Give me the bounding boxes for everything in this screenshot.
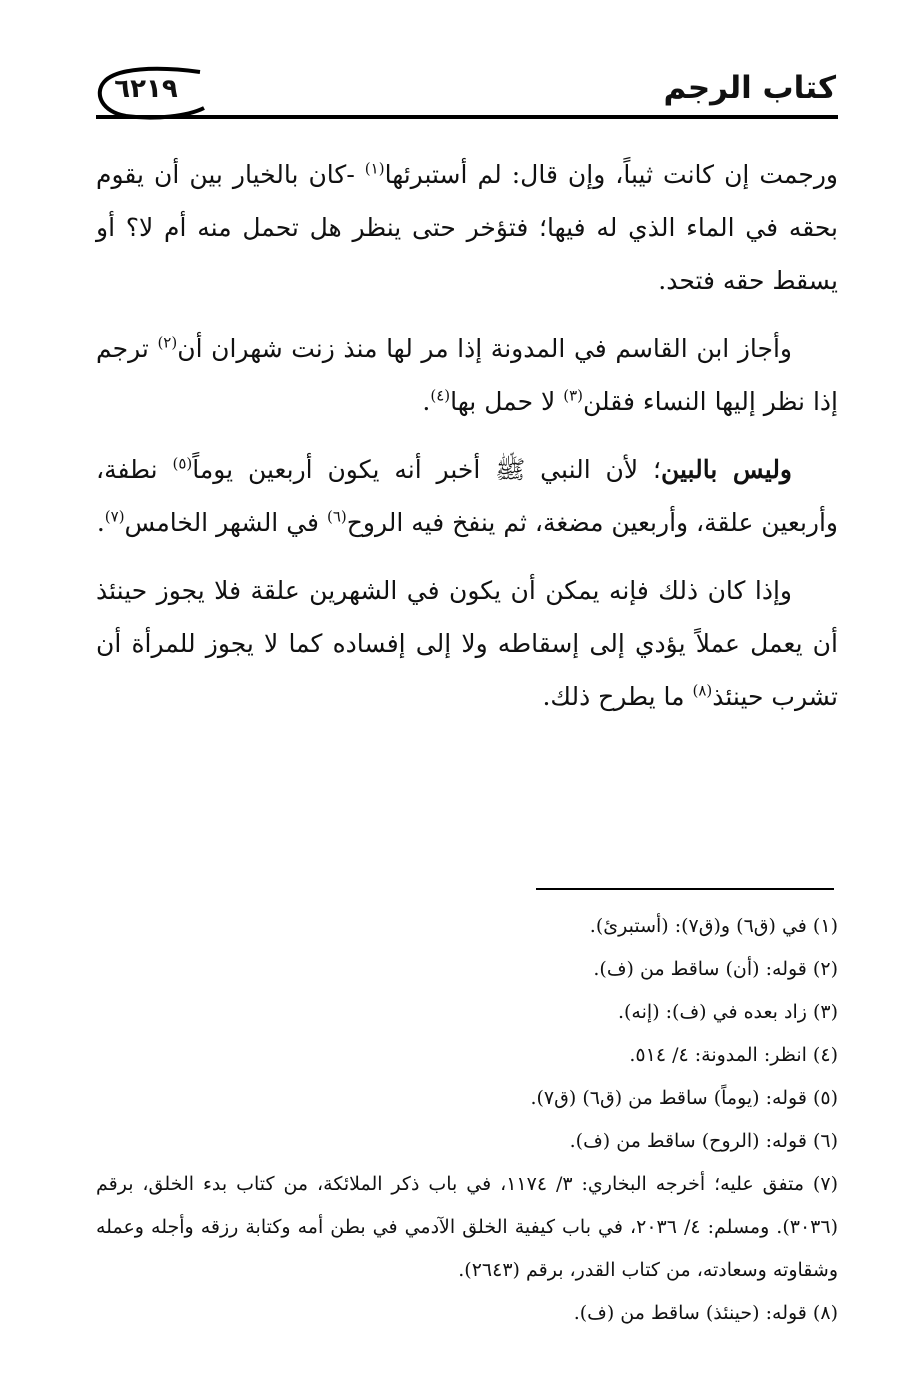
footnote-2: (٢) قوله: (أن) ساقط من (ف). xyxy=(593,958,838,980)
footnote-5: (٥) قوله: (يوماً) ساقط من (ق٦) (ق٧). xyxy=(530,1087,838,1109)
text-run: وأجاز ابن القاسم في المدونة إذا مر لها منذ زنت شهران أن xyxy=(177,334,793,363)
footnote-8: (٨) قوله: (حينئذ) ساقط من (ف). xyxy=(573,1302,838,1324)
footnote-ref-2: (٢) xyxy=(157,333,178,352)
footnote-ref-6: (٦) xyxy=(326,507,347,526)
footnote-4: (٤) انظر: المدونة: ٤/ ٥١٤. xyxy=(629,1044,838,1066)
footnote-separator xyxy=(536,888,834,890)
page-number: ٦٢١٩ xyxy=(114,74,178,104)
text-run: وإذا كان ذلك فإنه يمكن أن يكون في الشهرين علقة فلا يجوز حينئذ أن يعمل عملاً يؤدي إلى إسقاطه ولا إلى إفساده كما لا يجوز للمرأة أن تشرب حينئذ xyxy=(96,576,838,711)
footnote-6: (٦) قوله: (الروح) ساقط من (ف). xyxy=(569,1130,838,1152)
text-run: ورجمت إن كانت ثيباً، وإن قال: لم أستبرئها xyxy=(384,160,838,189)
footnote-ref-4: (٤) xyxy=(430,386,451,405)
main-text xyxy=(96,148,838,738)
footnote-ref-8: (٨) xyxy=(692,681,713,700)
paragraph-1 xyxy=(96,148,838,307)
text-run: لا حمل بها xyxy=(450,387,564,416)
footnote-3: (٣) زاد بعده في (ف): (إنه). xyxy=(617,1001,838,1023)
bold-lead: وليس بالبين xyxy=(660,455,793,484)
text-run: في الشهر الخامس xyxy=(124,508,327,537)
text-run: . xyxy=(422,387,431,416)
chapter-title: كتاب الرجم xyxy=(663,70,836,106)
paragraph-4 xyxy=(96,564,838,723)
paragraph-2 xyxy=(96,322,838,428)
text-run: ما يطرح ذلك. xyxy=(542,682,693,711)
footnote-ref-3: (٣) xyxy=(563,386,583,405)
footnote-1: (١) في (ق٦) و(ق٧): (أستبرئ). xyxy=(589,915,838,937)
footnotes xyxy=(96,905,838,1335)
text-run: . xyxy=(96,508,105,537)
text-run: نطفة، وأربعين علقة، وأربعين مضغة، ثم ينفخ فيه الروح xyxy=(96,455,838,537)
header-rule xyxy=(96,115,838,119)
paragraph-3 xyxy=(96,443,838,549)
text-run: -كان بالخيار بين أن يقوم بحقه في الماء الذي له فيها؛ فتؤخر حتى ينظر هل تحمل منه أم لا؟ أو يسقط حقه فتحد. xyxy=(96,160,838,295)
footnote-ref-5: (٥) xyxy=(172,454,193,473)
footnote-7: (٧) متفق عليه؛ أخرجه البخاري: ٣/ ١١٧٤، في باب ذكر الملائكة، من كتاب بدء الخلق، برقم (٣٠٣٦). ومسلم: ٤/ ٢٠٣٦، في باب كيفية الخلق الآدمي في بطن أمه وكتابة رزقه وأجله وعمله وشقاوته وسعادته، من كتاب القدر، برقم (٢٦٤٣). xyxy=(96,1173,838,1281)
footnote-ref-1: (١) xyxy=(364,159,385,178)
text-run: ؛ لأن النبي ﷺ أخبر أنه يكون أربعين يوماً xyxy=(192,455,661,484)
text-run: ترجم إذا نظر إليها النساء فقلن xyxy=(96,334,838,416)
footnote-ref-7: (٧) xyxy=(104,507,125,526)
